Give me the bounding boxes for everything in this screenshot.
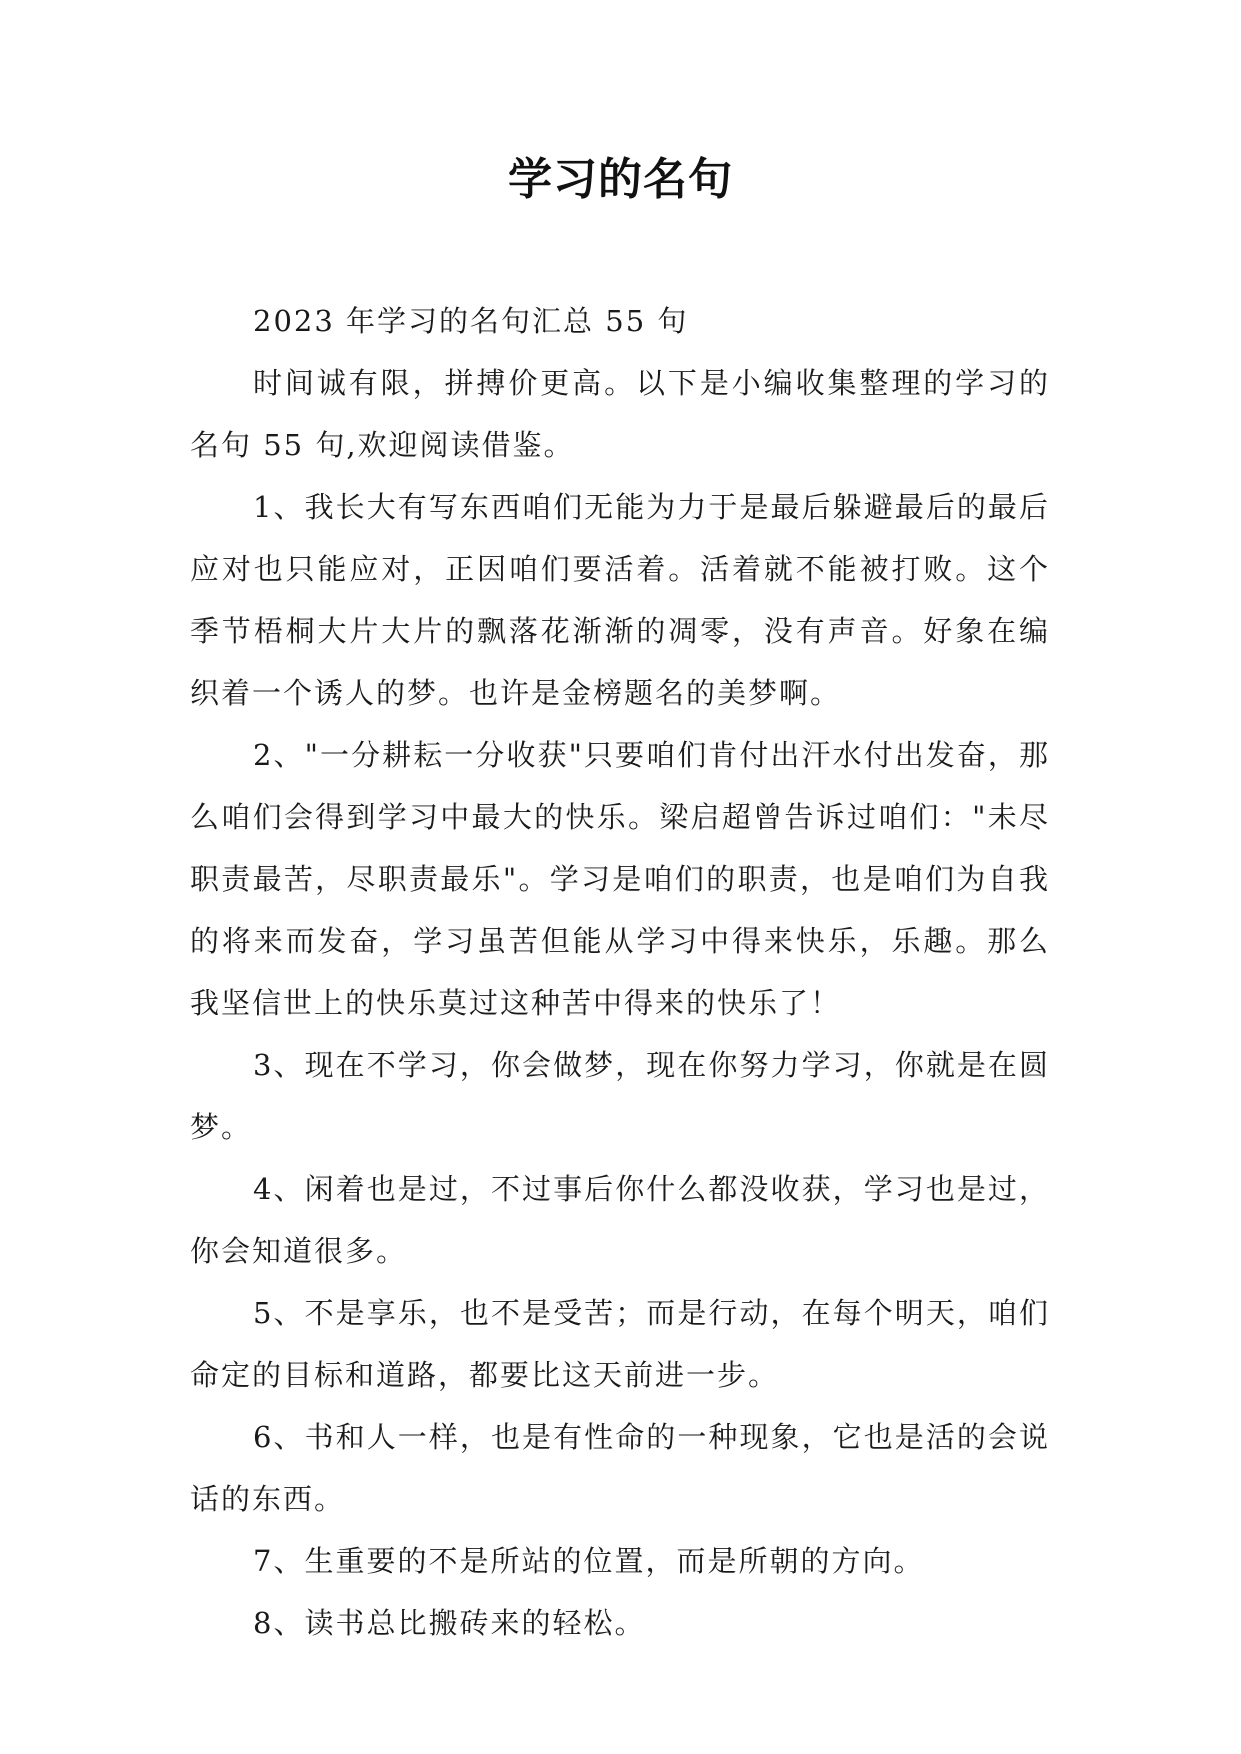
paragraph-quote-2: 2、"一分耕耘一分收获"只要咱们肯付出汗水付出发奋，那么咱们会得到学习中最大的快乐。梁启超曾告诉过咱们："未尽职责最苦，尽职责最乐"。学习是咱们的职责，也是咱们为自我的将来而发奋，学习虽苦但能从学习中得来快乐，乐趣。那么我坚信世上的快乐莫过这种苦中得来的快乐了！ (190, 738, 1050, 1020)
paragraph-quote-4: 4、闲着也是过，不过事后你什么都没收获，学习也是过，你会知道很多。 (190, 1172, 1050, 1268)
paragraph-quote-8: 8、读书总比搬砖来的轻松。 (253, 1606, 646, 1640)
document-title: 学习的名句 (508, 154, 733, 205)
paragraph-intro: 时间诚有限，拼搏价更高。以下是小编收集整理的学习的名句 55 句,欢迎阅读借鉴。 (190, 366, 1050, 462)
paragraph-quote-7: 7、生重要的不是所站的位置，而是所朝的方向。 (253, 1544, 925, 1578)
paragraph-quote-6: 6、书和人一样，也是有性命的一种现象，它也是活的会说话的东西。 (190, 1420, 1050, 1516)
paragraph-quote-3: 3、现在不学习，你会做梦，现在你努力学习，你就是在圆梦。 (190, 1048, 1050, 1144)
paragraph-quote-5: 5、不是享乐，也不是受苦；而是行动，在每个明天，咱们命定的目标和道路，都要比这天前进一步。 (190, 1296, 1050, 1392)
paragraph-quote-1: 1、我长大有写东西咱们无能为力于是最后躲避最后的最后应对也只能应对，正因咱们要活着。活着就不能被打败。这个季节梧桐大片大片的飘落花渐渐的凋零，没有声音。好象在编织着一个诱人的梦。也许是金榜题名的美梦啊。 (190, 490, 1050, 710)
document-body (190, 290, 1050, 1654)
paragraph-subtitle: 2023 年学习的名句汇总 55 句 (253, 304, 689, 338)
